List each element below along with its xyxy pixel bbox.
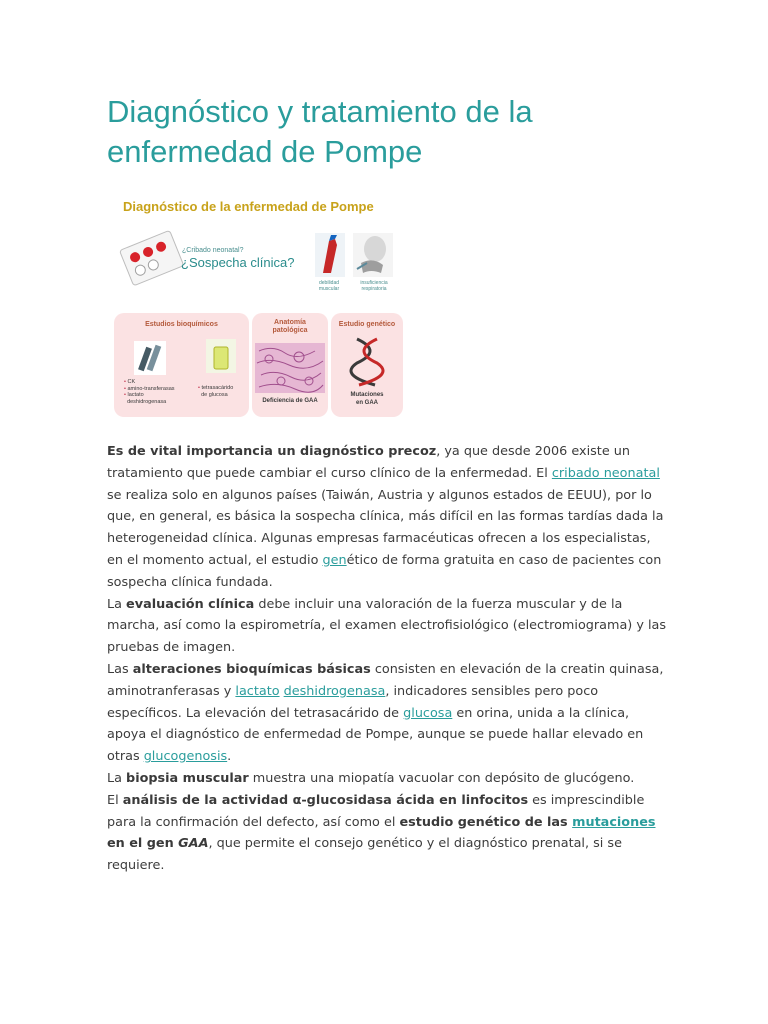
test-tubes-icon (134, 341, 166, 375)
urine-sample-icon (206, 339, 236, 373)
respiratory-label: insuficiencia respiratoria (360, 280, 388, 292)
link-cribado-neonatal[interactable]: cribado neonatal (551, 465, 660, 481)
panel-genetic-title: Estudio genético (338, 321, 396, 328)
article-title: Diagnóstico y tratamiento de la enfermedad de Pompe (107, 94, 533, 169)
link-glucogenosis[interactable]: glucogenosis (143, 749, 228, 765)
biochem-items-right: • tetrasacárido de glucosa (198, 385, 234, 398)
paragraph-5: El análisis de la actividad α-glucosidasa ácida en linfocitos es imprescindible para la confirmación del defecto, así como el estudio genético de las mutaciones en el gen GAA, que permite el consejo genético y el diagnóstico prenatal, si se requiere. (107, 792, 656, 874)
panel-anatomy (252, 313, 328, 417)
panel-anatomy-title: Anatomía patológica (272, 319, 308, 334)
link-gen[interactable]: gen (322, 552, 347, 568)
respiratory-mask-icon (353, 233, 393, 277)
figure-question-small: ¿Cribado neonatal? (182, 247, 244, 254)
panel-biochemical-title: Estudios bioquímicos (145, 321, 218, 328)
figure-title: Diagnóstico de la enfermedad de Pompe (123, 199, 374, 214)
genetic-caption: Mutaciones en GAA (350, 392, 384, 406)
paragraph-1: Es de vital importancia un diagnóstico precoz, ya que desde 2006 existe un tratamiento que puede cambiar el curso clínico de la enfermedad. El cribado neonatal se realiza solo en algunos países (Taiwán, Austria y algunos estados de EEUU), por lo que, en general, es básica la sospecha clínica, más difícil en las formas tardías dada la heterogeneidad clínica. Algunas empresas farmacéuticas ofrecen a los especialistas, en el momento actual, el estudio genético de forma gratuita en caso de pacientes con sospecha clínica fundada. (107, 444, 664, 590)
panel-biochemical (114, 313, 249, 417)
link-mutaciones[interactable]: mutaciones (572, 814, 656, 830)
anatomy-caption: Deficiencia de GAA (262, 398, 318, 404)
paragraph-3: Las alteraciones bioquímicas básicas consisten en elevación de la creatin quinasa, aminotranferasas y lactato deshidrogenasa, indicadores sensibles pero poco específicos. La elevación del tetrasacárido de glucosa en orina, unida a la clínica, apoya el diagnóstico de enfermedad de Pompe, aunque se puede hallar elevado en otras glucogenosis. (107, 661, 664, 765)
diagnosis-infographic (109, 187, 409, 420)
paragraph-4: La biopsia muscular muestra una miopatía vacuolar con depósito de glucógeno. (107, 770, 635, 786)
muscle-biopsy-image (255, 343, 325, 393)
link-glucosa[interactable]: glucosa (403, 705, 453, 721)
weakness-label: debilidad muscular (318, 280, 340, 292)
biochem-items-left: • CK • amino-transferasas • lactato deshidrogenasa (124, 379, 175, 405)
dna-helix-icon (349, 337, 385, 387)
article-body (107, 441, 667, 877)
figure-question-big: ¿Sospecha clínica? (181, 255, 295, 270)
muscle-weakness-icon (315, 233, 345, 277)
blood-spot-card-icon (119, 229, 185, 289)
link-deshidrogenasa[interactable]: deshidrogenasa (283, 683, 386, 699)
paragraph-2: La evaluación clínica debe incluir una valoración de la fuerza muscular y de la marcha, así como la espirometría, el examen electrofisiológico (electromiograma) y las pruebas de imagen. (107, 596, 667, 656)
panel-genetic (331, 313, 403, 417)
link-lactato[interactable]: lactato (235, 683, 280, 699)
